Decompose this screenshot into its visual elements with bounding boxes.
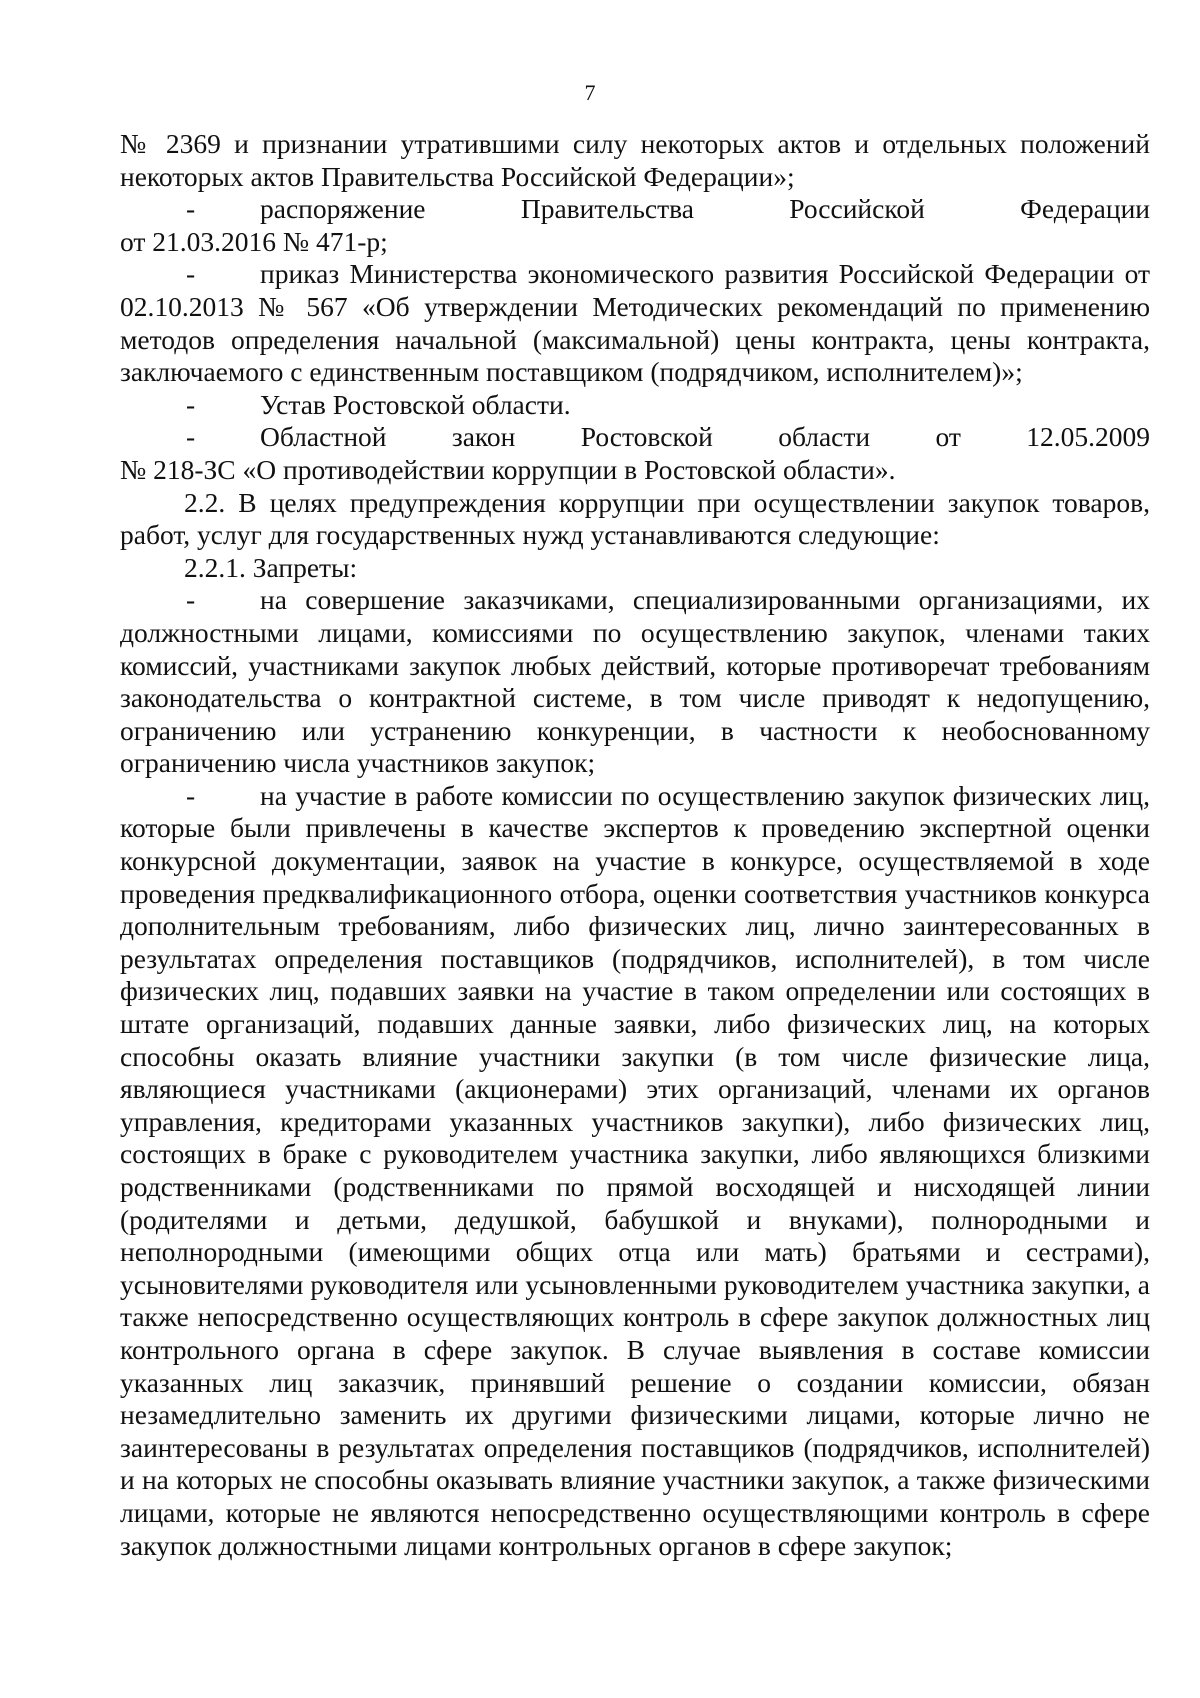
list-item-first-line: Областной закон Ростовской области от 12.05.2009	[260, 421, 1150, 453]
list-item-text: на совершение заказчиками, специализированными организациями, их должностными лицами, комиссиями по осуществлению закупок, членами таких комиссий, участниками закупок любых действий, которые противоречат требованиям законодательства о контрактной системе, в том числе приводят к недопущению, ограничению или устранению конкуренции, в частности к необоснованному ограничению числа участников закупок;	[120, 584, 1150, 779]
list-item-prohibition-commission	[120, 780, 1150, 1562]
list-item-charter	[120, 389, 1150, 422]
list-dash: -	[186, 388, 196, 420]
list-item-ministry-order	[120, 258, 1150, 388]
list-item-government-order	[120, 193, 1150, 226]
list-item-text: на участие в работе комиссии по осуществлению закупок физических лиц, которые были привлечены в качестве экспертов к проведению экспертной оценки конкурсной документации, заявок на участие в конкурсе, осуществляемой в ходе проведения предквалификационного отбора, оценки соответствия участников конкурса дополнительным требованиям, либо физических лиц, лично заинтересованных в результатах определения поставщиков (подрядчиков, исполнителей), в том числе физических лиц, подавших заявки на участие в таком определении или состоящих в штате организаций, подавших данные заявки, либо физических лиц, на которых способны оказать влияние участники закупки (в том числе физические лица, являющиеся участниками (акционерами) этих организаций, членами их органов управления, кредиторами указанных участников закупки), либо физических лиц, состоящих в браке с руководителем участника закупки, либо являющихся близкими родственниками (родственниками по прямой восходящей и нисходящей линии (родителями и детьми, дедушкой, бабушкой и внуками), полнородными и неполнородными (имеющими общих отца или мать) братьями и сестрами), усыновителями руководителя или усыновленными руководителем участника закупки, а также непосредственно осуществляющих контроль в сфере закупок должностных лиц контрольного органа в сфере закупок. В случае выявления в составе комиссии указанных лиц заказчик, принявший решение о создании комиссии, обязан незамедлительно заменить их другими физическими лицами, которые лично не заинтересованы в результатах определения поставщиков (подрядчиков, исполнителей) и на которых не способны оказывать влияние участники закупок, а также физическими лицами, которые не являются непосредственно осуществляющими контроль в сфере закупок должностными лицами контрольных органов в сфере закупок;	[120, 779, 1150, 1561]
list-dash: -	[186, 779, 196, 811]
page-number: 7	[584, 80, 596, 105]
list-item-text: приказ Министерства экономического развития Российской Федерации от 02.10.2013 № 567 «Об утверждении Методических рекомендаций по применению методов определения начальной (максимальной) цены контракта, цены контракта, заключаемого с единственным поставщиком (подрядчиком, исполнителем)»;	[120, 258, 1150, 388]
list-item-continuation: от 21.03.2016 № 471-р;	[120, 225, 388, 257]
list-dash: -	[186, 258, 196, 290]
document-body	[120, 128, 1150, 1562]
list-dash: -	[186, 421, 196, 453]
list-item-text: Устав Ростовской области.	[260, 388, 571, 420]
list-item-first-line: распоряжение Правительства Российской Федерации	[260, 193, 1150, 225]
list-item-regional-law	[120, 421, 1150, 454]
section-2-2-1-heading: 2.2.1. Запреты:	[184, 551, 358, 583]
list-item-prohibition-actions	[120, 584, 1150, 780]
list-dash: -	[186, 584, 196, 616]
section-2-2-paragraph: 2.2. В целях предупреждения коррупции при осуществлении закупок товаров, работ, услуг для государственных нужд устанавливаются следующие:	[120, 486, 1150, 551]
list-dash: -	[186, 193, 196, 225]
list-item-continuation: № 218-ЗС «О противодействии коррупции в Ростовской области».	[120, 453, 896, 485]
paragraph-continuation: № 2369 и признании утратившими силу некоторых актов и отдельных положений некоторых актов Правительства Российской Федерации»;	[120, 128, 1150, 192]
